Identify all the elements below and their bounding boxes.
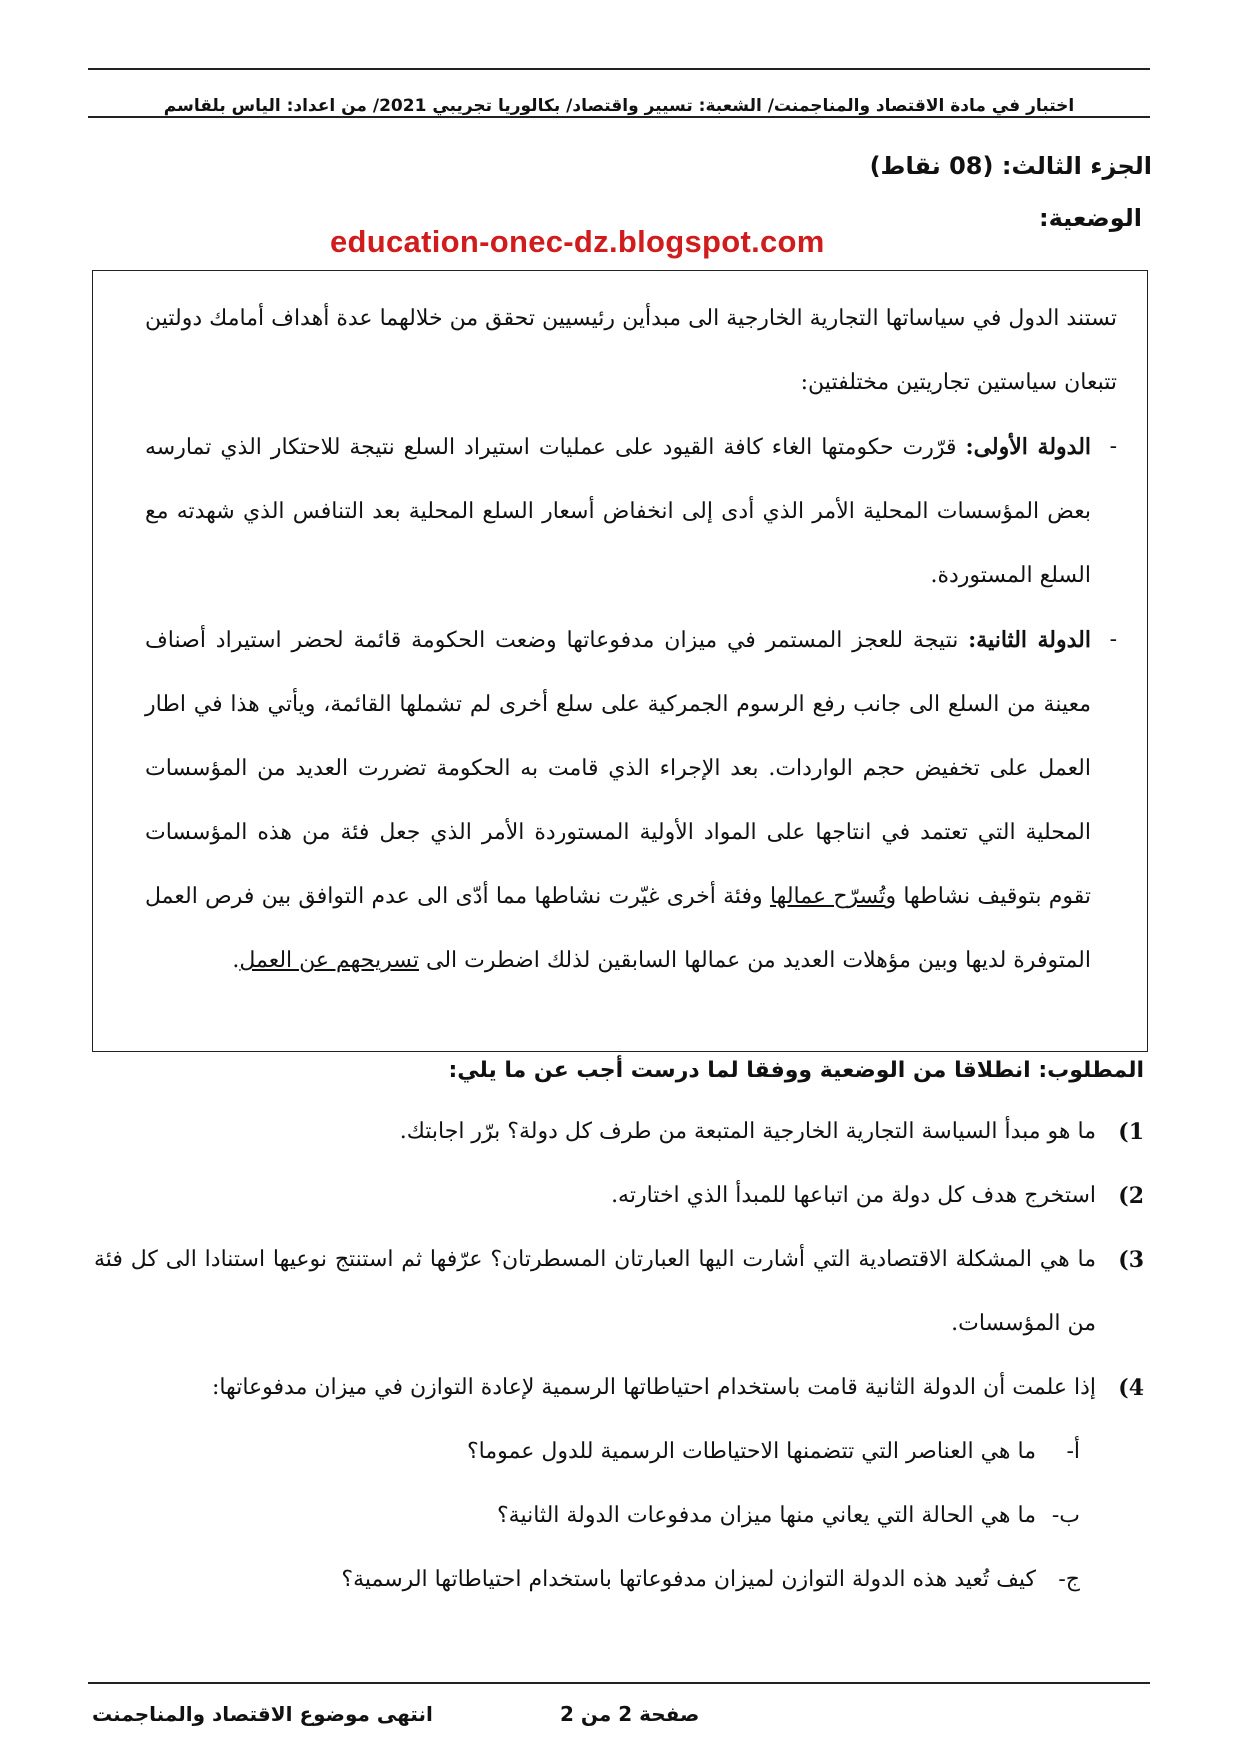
sub-question-text: ما هي العناصر التي تتضمنها الاحتياطات الرسمية للدول عموما؟ (466, 1439, 1036, 1464)
country-two-paragraph (145, 608, 1117, 993)
question-item (94, 1356, 1144, 1420)
questions-list (94, 1100, 1144, 1612)
question-item (94, 1164, 1144, 1228)
country-two-label: الدولة الثانية: (968, 627, 1091, 653)
situation-box (92, 270, 1148, 1052)
country-two-text-c: . (232, 948, 240, 973)
sub-question-label: أ- (1066, 1439, 1080, 1464)
footer-rule (88, 1682, 1150, 1684)
header-top-rule (88, 68, 1150, 70)
question-text: استخرج هدف كل دولة من اتباعها للمبدأ الذي اختارته. (611, 1183, 1096, 1208)
question-number: 3) (1118, 1247, 1144, 1273)
question-number: 1) (1118, 1119, 1144, 1145)
question-text: إذا علمت أن الدولة الثانية قامت باستخدام احتياطاتها الرسمية لإعادة التوازن في ميزان مدفوعاتها: (211, 1375, 1096, 1400)
footer-end-text: انتهى موضوع الاقتصاد والمناجمنت (92, 1702, 433, 1726)
country-two-text-b: وفئة أخرى غيّرت نشاطها مما أدّى الى عدم التوافق بين فرص العمل المتوفرة لديها وبين مؤهلات العديد من عمالها السابقين لذلك اضطرت الى (145, 884, 1091, 973)
country-two-text-a: نتيجة للعجز المستمر في ميزان مدفوعاتها وضعت الحكومة قائمة لحضر استيراد أصناف معينة من السلع الى جانب رفع الرسوم الجمركية على سلع أخرى لم تشملها القائمة، ويأتي هذا في اطار العمل على تخفيض حجم الواردات. بعد الإجراء الذي قامت به الحكومة تضررت العديد من المؤسسات المحلية التي تعتمد في انتاجها على المواد الأولية المستوردة الأمر الذي جعل فئة من هذه المؤسسات تقوم بتوقيف نشاطها و (145, 628, 1092, 909)
country-one-text: قرّرت حكومتها الغاء كافة القيود على عمليات استيراد السلع نتيجة للاحتكار الذي تمارسه بعض المؤسسات المحلية الأمر الذي أدى إلى انخفاض أسعار السلع المحلية بعد التنافس الذي شهدته مع السلع المستوردة. (145, 435, 1091, 588)
sub-question-label: ب- (1051, 1503, 1080, 1528)
question-item (94, 1100, 1144, 1164)
country-one-paragraph (145, 415, 1117, 608)
footer-page-number: صفحة 2 من 2 (560, 1702, 700, 1726)
underlined-phrase-1: تُسرّح عمالها (769, 884, 886, 909)
question-text: ما هي المشكلة الاقتصادية التي أشارت اليها العبارتان المسطرتان؟ عرّفها ثم استنتج نوعيها استنادا الى كل فئة من المؤسسات. (94, 1247, 1096, 1336)
exam-header: اختبار في مادة الاقتصاد والمناجمنت/ الشعبة: تسيير واقتصاد/ بكالوريا تجريبي 2021/ من اعداد: الياس بلقاسم (163, 96, 1075, 116)
situation-intro: تستند الدول في سياساتها التجارية الخارجية الى مبدأين رئيسيين تحقق من خلالهما عدة أهداف أمامك دولتين تتبعان سياستين تجاريتين مختلفتين: (145, 306, 1117, 395)
underlined-phrase-2: تسريحهم عن العمل (239, 948, 420, 973)
blog-watermark-url: education-onec-dz.blogspot.com (330, 224, 825, 259)
sub-question-label: ج- (1058, 1567, 1080, 1592)
sub-question-item (94, 1420, 1144, 1484)
question-number: 4) (1118, 1375, 1144, 1401)
required-heading: المطلوب: انطلاقا من الوضعية ووفقا لما درست أجب عن ما يلي: (448, 1058, 1144, 1083)
sub-question-item (94, 1548, 1144, 1612)
sub-question-text: كيف تُعيد هذه الدولة التوازن لميزان مدفوعاتها باستخدام احتياطاتها الرسمية؟ (341, 1567, 1036, 1592)
country-one-label: الدولة الأولى: (965, 434, 1092, 460)
header-bottom-rule (88, 116, 1150, 118)
question-text: ما هو مبدأ السياسة التجارية الخارجية المتبعة من طرف كل دولة؟ برّر اجابتك. (399, 1119, 1096, 1144)
sub-question-item (94, 1484, 1144, 1548)
part-title: الجزء الثالث: (08 نقاط) (869, 152, 1152, 180)
question-number: 2) (1118, 1183, 1144, 1209)
situation-label: الوضعية: (1039, 204, 1142, 232)
sub-question-text: ما هي الحالة التي يعاني منها ميزان مدفوعات الدولة الثانية؟ (497, 1503, 1036, 1528)
question-item (94, 1228, 1144, 1356)
